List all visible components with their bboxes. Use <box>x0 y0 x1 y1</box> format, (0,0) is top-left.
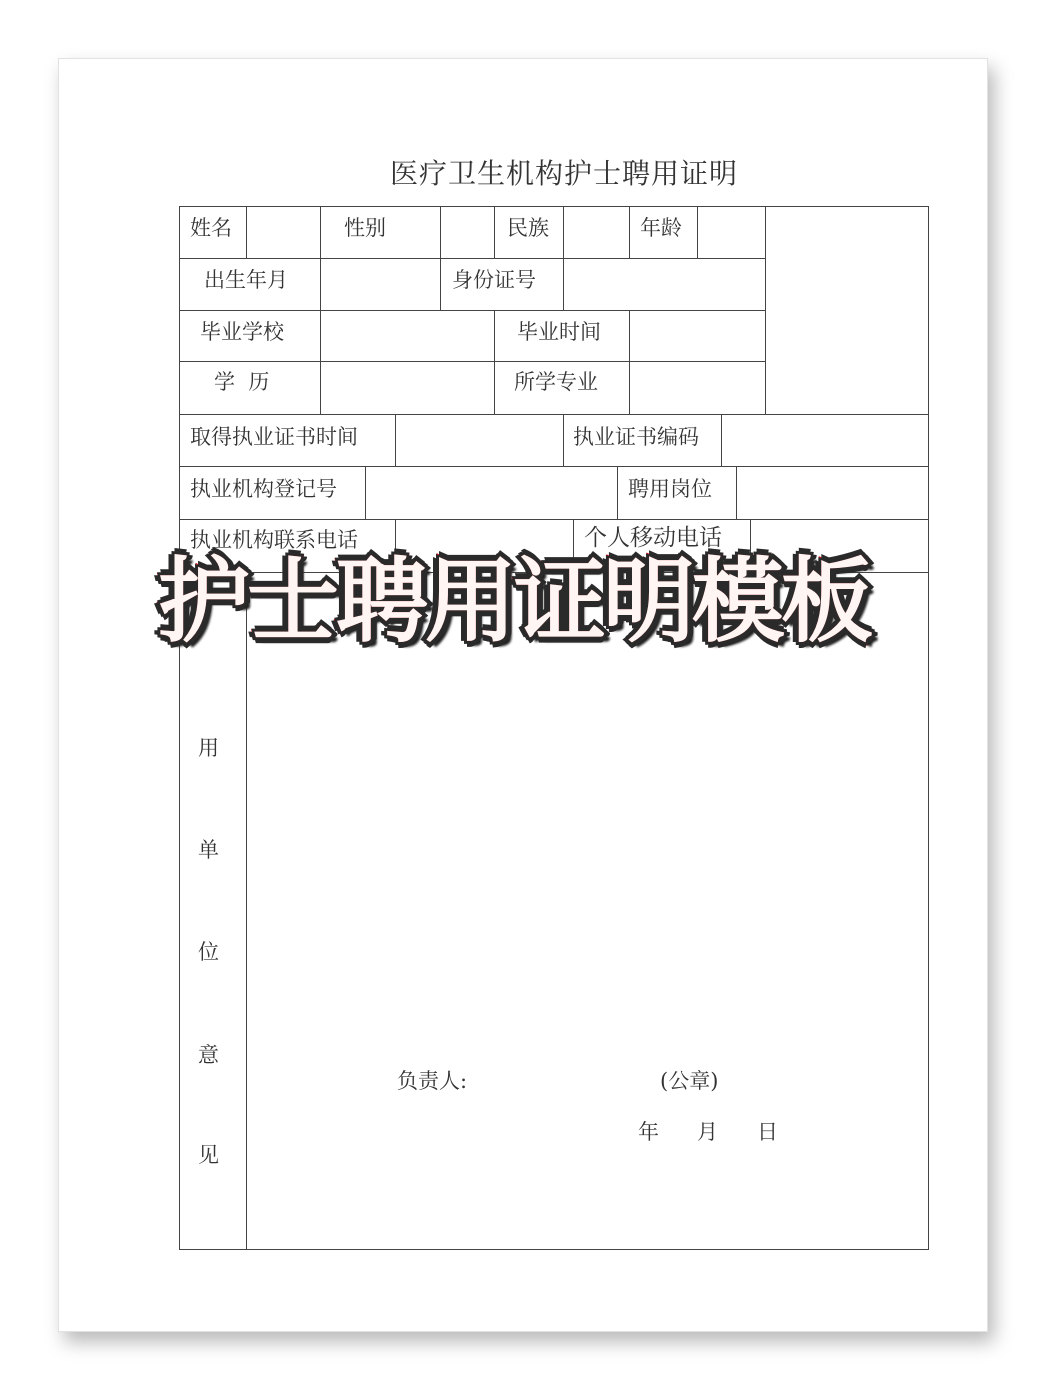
seal-label: (公章) <box>660 1069 719 1093</box>
label-ethnicity: 民族 <box>507 216 549 240</box>
label-cert-time: 取得执业证书时间 <box>190 425 358 449</box>
col-line <box>320 310 321 414</box>
row-line <box>179 310 765 311</box>
date-year: 年 <box>638 1120 659 1144</box>
opinion-char: 位 <box>198 940 219 964</box>
label-position: 聘用岗位 <box>628 477 712 501</box>
row-line <box>179 414 929 415</box>
table-border-right <box>928 206 929 1250</box>
col-line <box>563 206 564 258</box>
col-line <box>494 310 495 414</box>
col-line <box>320 206 321 258</box>
col-line <box>617 466 618 519</box>
label-id-number: 身份证号 <box>452 268 536 292</box>
label-age: 年龄 <box>640 216 682 240</box>
opinion-char: 单 <box>198 838 219 862</box>
overlay-banner-text: 护士聘用证明模板 <box>158 548 871 655</box>
opinion-char: 意 <box>198 1043 219 1067</box>
opinion-divider <box>246 572 247 1250</box>
label-cert-code: 执业证书编码 <box>573 425 699 449</box>
row-line <box>179 519 929 520</box>
col-line <box>629 310 630 414</box>
opinion-char: 见 <box>198 1143 219 1167</box>
label-grad-time: 毕业时间 <box>517 320 601 344</box>
label-birth: 出生年月 <box>204 268 288 292</box>
label-gender: 性别 <box>344 216 386 240</box>
label-education: 学 历 <box>214 370 270 394</box>
col-line <box>365 466 366 519</box>
col-line <box>320 258 321 310</box>
photo-divider <box>765 206 766 414</box>
label-major: 所学专业 <box>514 370 598 394</box>
label-school: 毕业学校 <box>200 320 284 344</box>
col-line <box>629 206 630 258</box>
label-org-phone: 执业机构联系电话 <box>190 528 358 552</box>
row-line <box>179 258 765 259</box>
col-line <box>440 258 441 310</box>
col-line <box>697 206 698 258</box>
col-line <box>246 206 247 258</box>
col-line <box>721 414 722 466</box>
col-line <box>494 206 495 258</box>
col-line <box>563 258 564 310</box>
row-line <box>179 466 929 467</box>
col-line <box>563 414 564 466</box>
document-title: 医疗卫生机构护士聘用证明 <box>390 157 739 190</box>
col-line <box>440 206 441 258</box>
label-name: 姓名 <box>190 216 232 240</box>
col-line <box>736 466 737 519</box>
col-line <box>395 414 396 466</box>
document-page <box>58 58 988 1332</box>
table-border-bottom <box>179 1249 929 1250</box>
table-border-top <box>179 206 929 207</box>
row-line <box>179 361 765 362</box>
label-reg-number: 执业机构登记号 <box>190 477 337 501</box>
label-mobile: 个人移动电话 <box>584 525 722 551</box>
date-day: 日 <box>757 1120 778 1144</box>
date-month: 月 <box>697 1120 718 1144</box>
opinion-char: 用 <box>198 736 219 760</box>
table-border-left <box>179 206 180 1250</box>
responsible-label: 负责人: <box>397 1069 468 1093</box>
